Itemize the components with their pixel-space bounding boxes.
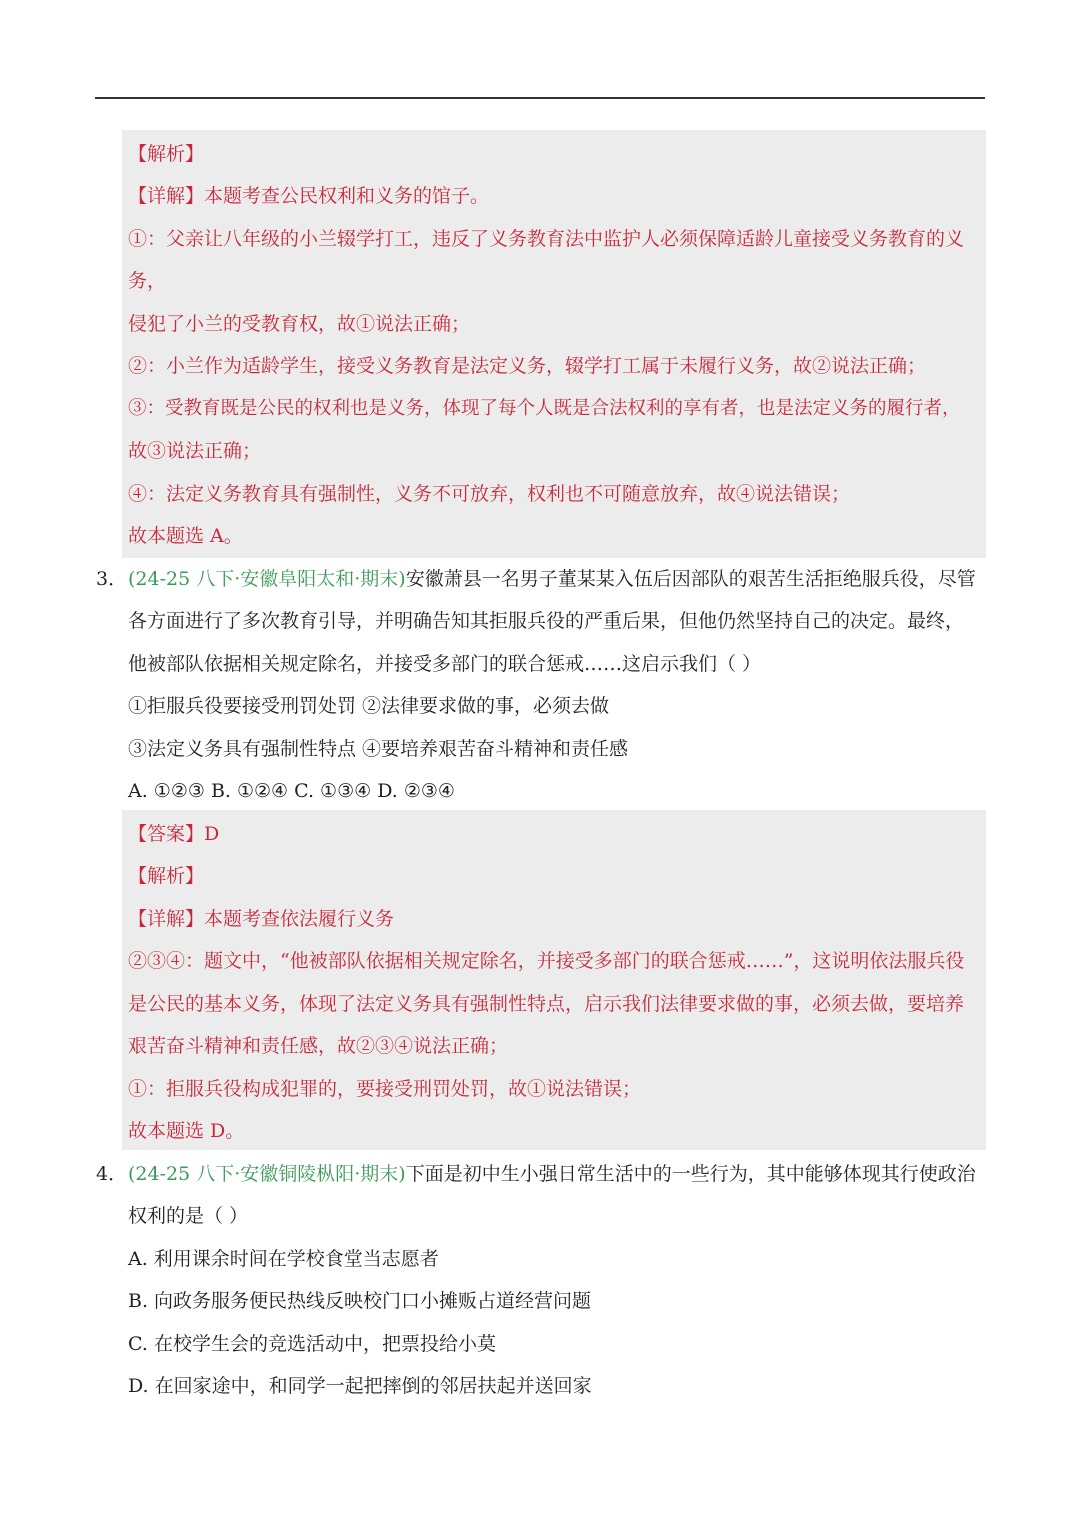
question-stem-line: 他被部队依据相关规定除名，并接受多部门的联合惩戒……这启示我们（ ） (128, 653, 762, 675)
question-source: (24-25 八下·安徽阜阳太和·期末) (128, 568, 406, 590)
header-rule (95, 97, 985, 99)
explanation-line: ③：受教育既是公民的权利也是义务，体现了每个人既是合法权利的享有者，也是法定义务的履行者， (128, 398, 961, 419)
explanation-line: 故③说法正确； (128, 440, 262, 462)
conclusion-line: 故本题选 D。 (128, 1120, 245, 1142)
option-b: B. 向政务服务便民热线反映校门口小摊贩占道经营问题 (128, 1290, 592, 1312)
statement-line: ①拒服兵役要接受刑罚处罚 ②法律要求做的事，必须去做 (128, 695, 610, 717)
question-stem-text: 安徽萧县一名男子董某某入伍后因部队的艰苦生活拒绝服兵役，尽管 (405, 568, 976, 590)
detail-text: 本题考查公民权利和义务的馆子。 (204, 185, 490, 207)
detail-tag: 【详解】 (128, 185, 205, 207)
explanation-line: 务， (128, 270, 167, 292)
detail-tag: 【详解】 (128, 908, 205, 930)
option-a: A. 利用课余时间在学校食堂当志愿者 (128, 1248, 439, 1270)
answer-options: A. ①②③ B. ①②④ C. ①③④ D. ②③④ (128, 780, 455, 802)
option-d: D. 在回家途中，和同学一起把摔倒的邻居扶起并送回家 (128, 1375, 592, 1397)
question-stem (128, 1162, 976, 1186)
analysis-tag: 【解析】 (128, 143, 205, 165)
explanation-line: 是公民的基本义务，体现了法定义务具有强制性特点，启示我们法律要求做的事，必须去做，要培养 (128, 993, 965, 1015)
detail-text: 本题考查依法履行义务 (204, 908, 395, 930)
explanation-line: ②③④：题文中，“他被部队依据相关规定除名，并接受多部门的联合惩戒……”，这说明依法服兵役 (128, 950, 965, 972)
question-stem-text: 下面是初中生小强日常生活中的一些行为，其中能够体现其行使政治 (405, 1163, 976, 1185)
explanation-line: ④：法定义务教育具有强制性，义务不可放弃，权利也不可随意放弃，故④说法错误； (128, 483, 851, 505)
explanation-line: 侵犯了小兰的受教育权，故①说法正确； (128, 313, 471, 335)
analysis-tag: 【解析】 (128, 865, 205, 887)
question-source: (24-25 八下·安徽铜陵枞阳·期末) (128, 1163, 406, 1185)
detail-line (128, 907, 394, 931)
explanation-line: ①：父亲让八年级的小兰辍学打工，违反了义务教育法中监护人必须保障适龄儿童接受义务教育的义 (128, 228, 965, 250)
question-number: 4． (96, 1163, 128, 1185)
detail-line (128, 184, 489, 208)
explanation-line: ①：拒服兵役构成犯罪的，要接受刑罚处罚，故①说法错误； (128, 1078, 642, 1100)
explanation-line: ②：小兰作为适龄学生，接受义务教育是法定义务，辍学打工属于未履行义务，故②说法正确； (128, 355, 927, 377)
question-stem (128, 567, 976, 591)
answer-tag: 【答案】D (128, 823, 220, 845)
explanation-line: 艰苦奋斗精神和责任感，故②③④说法正确； (128, 1035, 509, 1057)
question-stem-line: 各方面进行了多次教育引导，并明确告知其拒服兵役的严重后果，但他仍然坚持自己的决定。最终， (128, 610, 965, 632)
statement-line: ③法定义务具有强制性特点 ④要培养艰苦奋斗精神和责任感 (128, 738, 629, 760)
question-stem-line: 权利的是（ ） (128, 1205, 249, 1227)
option-c: C. 在校学生会的竞选活动中，把票投给小莫 (128, 1333, 496, 1355)
question-number: 3． (96, 568, 128, 590)
conclusion-line: 故本题选 A。 (128, 525, 243, 547)
